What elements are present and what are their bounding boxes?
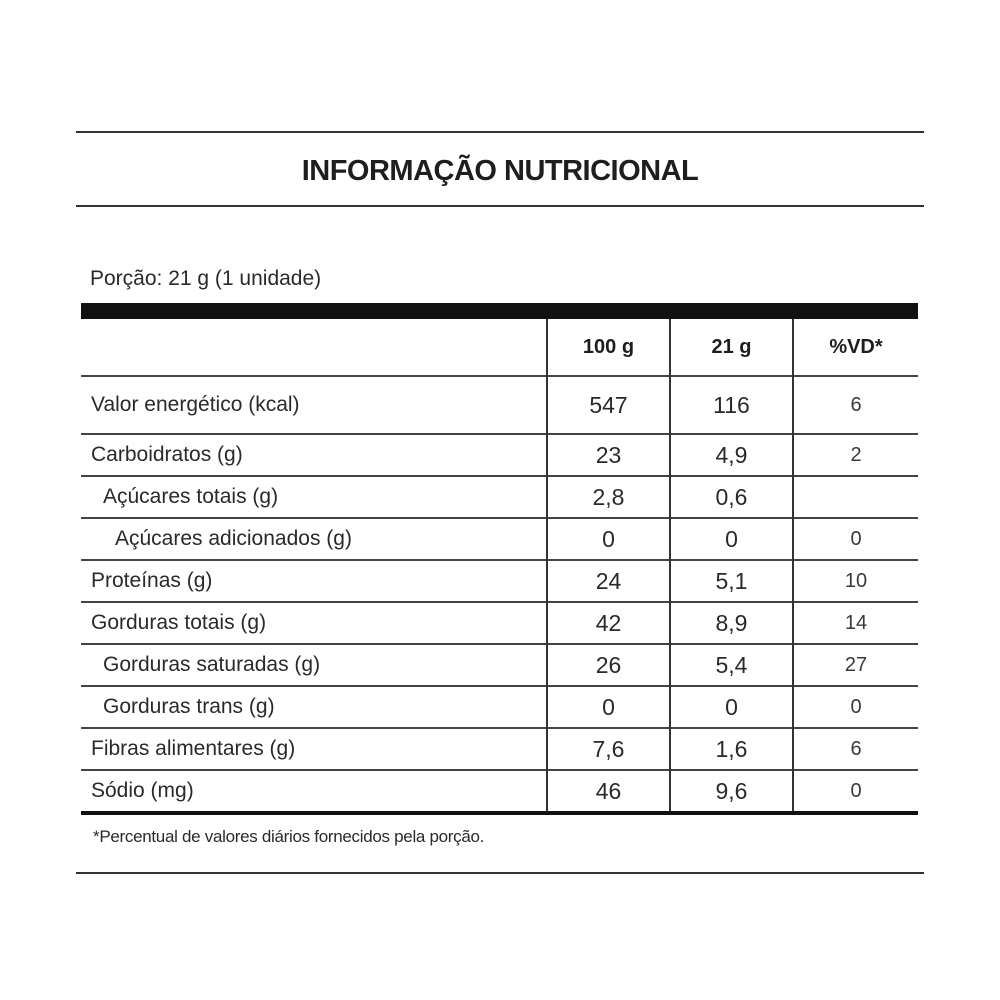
value-per-100g: 547 <box>547 376 670 434</box>
daily-value-percent: 0 <box>793 770 918 813</box>
value-per-portion: 9,6 <box>670 770 793 813</box>
daily-value-percent: 14 <box>793 602 918 644</box>
top-rule <box>76 131 924 133</box>
table-row <box>81 376 918 434</box>
table-row <box>81 560 918 602</box>
bottom-rule <box>76 872 924 874</box>
daily-value-percent: 6 <box>793 376 918 434</box>
table-row <box>81 770 918 813</box>
nutrient-name: Gorduras totais (g) <box>91 611 267 634</box>
nutrient-name: Açúcares totais (g) <box>103 485 279 508</box>
value-per-100g: 0 <box>547 686 670 728</box>
value-per-portion: 0 <box>670 686 793 728</box>
table-row <box>81 434 918 476</box>
daily-value-percent: 0 <box>793 518 918 560</box>
header-per-portion: 21 g <box>670 319 793 376</box>
table-row <box>81 602 918 644</box>
table-top-bar <box>81 303 918 319</box>
table-row <box>81 476 918 518</box>
value-per-portion: 5,1 <box>670 560 793 602</box>
nutrient-name: Açúcares adicionados (g) <box>115 527 352 550</box>
table-row <box>81 728 918 770</box>
title-rule <box>76 205 924 207</box>
nutrient-name: Gorduras saturadas (g) <box>103 653 321 676</box>
daily-value-percent: 2 <box>793 434 918 476</box>
value-per-portion: 5,4 <box>670 644 793 686</box>
value-per-100g: 46 <box>547 770 670 813</box>
nutrition-table <box>81 303 918 806</box>
nutrient-name: Proteínas (g) <box>91 569 213 592</box>
header-per-100g: 100 g <box>547 319 670 376</box>
page-title: INFORMAÇÃO NUTRICIONAL <box>301 155 699 187</box>
value-per-100g: 7,6 <box>547 728 670 770</box>
header-nutrient <box>81 319 547 376</box>
daily-value-percent: 27 <box>793 644 918 686</box>
daily-value-percent: 0 <box>793 686 918 728</box>
nutrition-facts-panel <box>76 131 924 876</box>
table-row <box>81 644 918 686</box>
portion-size: Porção: 21 g (1 unidade) <box>90 267 322 290</box>
value-per-100g: 0 <box>547 518 670 560</box>
daily-value-percent: 10 <box>793 560 918 602</box>
value-per-100g: 2,8 <box>547 476 670 518</box>
value-per-portion: 1,6 <box>670 728 793 770</box>
value-per-portion: 116 <box>670 376 793 434</box>
header-daily-value: %VD* <box>793 319 918 376</box>
value-per-100g: 42 <box>547 602 670 644</box>
value-per-100g: 23 <box>547 434 670 476</box>
nutrient-name: Fibras alimentares (g) <box>91 737 296 760</box>
value-per-portion: 0,6 <box>670 476 793 518</box>
nutrient-name: Gorduras trans (g) <box>103 695 275 718</box>
footnote: *Percentual de valores diários fornecidos pela porção. <box>93 827 485 846</box>
table-header-row <box>81 319 918 376</box>
value-per-portion: 0 <box>670 518 793 560</box>
table-row <box>81 518 918 560</box>
nutrient-name: Carboidratos (g) <box>91 443 243 466</box>
value-per-portion: 8,9 <box>670 602 793 644</box>
daily-value-percent: 6 <box>793 728 918 770</box>
value-per-100g: 24 <box>547 560 670 602</box>
daily-value-percent <box>793 476 918 518</box>
nutrient-name: Valor energético (kcal) <box>91 393 300 416</box>
value-per-portion: 4,9 <box>670 434 793 476</box>
nutrient-name: Sódio (mg) <box>91 779 194 802</box>
nutrition-grid <box>81 319 918 815</box>
table-row <box>81 686 918 728</box>
value-per-100g: 26 <box>547 644 670 686</box>
